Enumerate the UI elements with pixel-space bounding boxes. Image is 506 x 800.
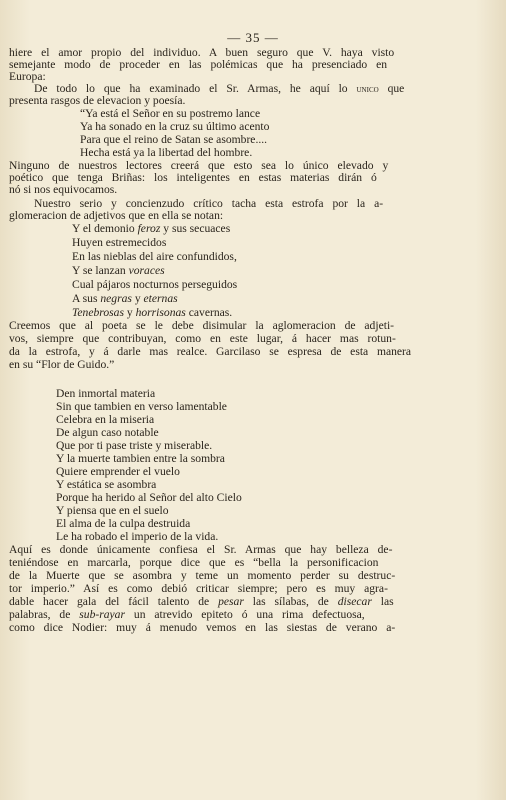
italic-text: Tenebrosas [72, 306, 124, 319]
text-segment: las [371, 595, 394, 608]
text-line [56, 517, 190, 531]
text-segment: De algun caso notable [56, 426, 159, 439]
text-segment: Den inmortal materia [56, 387, 156, 400]
text-line [72, 236, 166, 250]
text-line [9, 582, 388, 596]
text-segment: Nuestro serio y concienzudo crítico tacha esta estrofa por la a- [34, 197, 384, 210]
text-segment: Y piensa que en el suelo [56, 504, 169, 517]
text-segment: semejante modo de proceder en las polémicas que ha presenciado en [9, 58, 388, 71]
text-segment: hiere el amor propio del individuo. A buen seguro que V. haya visto [9, 46, 395, 59]
text-line [80, 146, 252, 160]
text-line [80, 120, 269, 134]
text-segment: Ninguno de nuestros lectores creerá que esto sea lo único elevado y [9, 159, 389, 172]
text-segment: poético que tenga Briñas: los inteligentes en estas materias dirán ó [9, 171, 377, 184]
text-segment: las sílabas, de [243, 595, 338, 608]
text-segment: como dice Nodier: muy á menudo vemos en las siestas de verano a- [9, 621, 396, 634]
text-line [9, 556, 378, 570]
text-line [72, 250, 237, 264]
text-segment: y sus secuaces [160, 222, 231, 235]
italic-text: sub-rayar [79, 608, 125, 621]
text-segment: El alma de la culpa destruida [56, 517, 191, 530]
text-segment: un atrevido epiteto ó una rima defectuosa, [125, 608, 365, 621]
text-line [9, 319, 394, 333]
text-line [80, 107, 260, 121]
text-segment: y [123, 306, 136, 319]
text-line [56, 478, 156, 492]
italic-text: negras [100, 292, 132, 305]
text-line [9, 608, 365, 622]
text-segment: Porque ha herido al Señor del alto Cielo [56, 491, 242, 504]
text-segment: Quiere emprender el vuelo [56, 465, 180, 478]
text-segment: presenta rasgos de elevacion y poesía. [9, 94, 186, 107]
text-segment: y [131, 292, 144, 305]
text-segment: palabras, de [9, 608, 80, 621]
italic-text: voraces [128, 264, 165, 277]
text-segment: “Ya está el Señor en su postremo lance [80, 107, 261, 120]
text-segment: Hecha está ya la libertad del hombre. [80, 146, 253, 159]
text-line [9, 358, 114, 372]
text-line [9, 595, 394, 609]
text-line [56, 465, 180, 479]
text-line [56, 530, 218, 544]
text-segment: Para que el reino de Satan se asombre.... [80, 133, 268, 146]
page-number: — 35 — [227, 30, 279, 45]
text-line [9, 94, 185, 108]
text-segment: da la estrofa, y á darle mas realce. Garcilaso se espresa de esta manera [9, 345, 412, 358]
text-segment: glomeracion de adjetivos que en ella se notan: [9, 209, 224, 222]
text-segment: cavernas. [185, 306, 233, 319]
text-line [72, 306, 232, 320]
italic-text: horrisonas [135, 306, 186, 319]
text-segment: tor imperio.” Así es como debió criticar siempre; pero es muy agra- [9, 582, 388, 595]
text-segment: Creemos que al poeta se le debe disimular la aglomeracion de adjeti- [9, 319, 395, 332]
text-segment: A sus [72, 292, 101, 305]
text-line [56, 491, 242, 505]
text-segment: Que por ti pase triste y miserable. [56, 439, 213, 452]
text-line [9, 183, 117, 197]
text-line [9, 58, 387, 72]
italic-text: pesar [218, 595, 244, 608]
text-line [56, 426, 159, 440]
text-segment: Europa: [9, 70, 46, 83]
text-segment: en su “Flor de Guido.” [9, 358, 115, 371]
text-line [9, 209, 223, 223]
text-segment: unico [356, 84, 379, 95]
text-segment: nó si nos equivocamos. [9, 183, 118, 196]
text-segment: teniéndose en marcarla, porque dice que es “bella la personificacion [9, 556, 379, 569]
text-segment: Huyen estremecidos [72, 236, 167, 249]
text-segment: vos, siempre que contribuyan, como en este lugar, á hacer mas rotun- [9, 332, 396, 345]
italic-text: disecar [337, 595, 372, 608]
text-segment: En las nieblas del aire confundidos, [72, 250, 237, 263]
text-line [56, 452, 225, 466]
text-line [56, 400, 227, 414]
text-line [72, 222, 230, 236]
text-segment: Sin que tambien en verso lamentable [56, 400, 227, 413]
italic-text: eternas [143, 292, 178, 305]
text-segment: Y estática se asombra [56, 478, 157, 491]
text-segment: que [378, 82, 405, 95]
text-segment: dable hacer gala del fácil talento de [9, 595, 219, 608]
text-line [9, 332, 396, 346]
text-line [80, 133, 267, 147]
text-line [9, 569, 395, 583]
text-segment: De todo lo que ha examinado el Sr. Armas, he aquí lo [34, 82, 357, 95]
text-line [56, 439, 212, 453]
text-line [72, 264, 165, 278]
text-segment: Cual pájaros nocturnos perseguidos [72, 278, 238, 291]
text-segment: Le ha robado el imperio de la vida. [56, 530, 219, 543]
text-line [56, 413, 154, 427]
text-line [9, 543, 392, 557]
text-segment: Aquí es donde únicamente confiesa el Sr. Armas que hay belleza de- [9, 543, 393, 556]
text-line [9, 621, 395, 635]
text-segment: Y se lanzan [72, 264, 129, 277]
text-segment: Celebra en la miseria [56, 413, 155, 426]
text-line [56, 387, 155, 401]
text-segment: Y el demonio [72, 222, 138, 235]
text-line [72, 292, 178, 306]
text-line [72, 278, 237, 292]
italic-text: feroz [137, 222, 161, 235]
text-line [56, 504, 169, 518]
text-segment: de la Muerte que se asombra y teme un momento perder su destruc- [9, 569, 396, 582]
text-segment: Y la muerte tambien entre la sombra [56, 452, 225, 465]
text-line [9, 345, 411, 359]
text-segment: Ya ha sonado en la cruz su último acento [80, 120, 270, 133]
